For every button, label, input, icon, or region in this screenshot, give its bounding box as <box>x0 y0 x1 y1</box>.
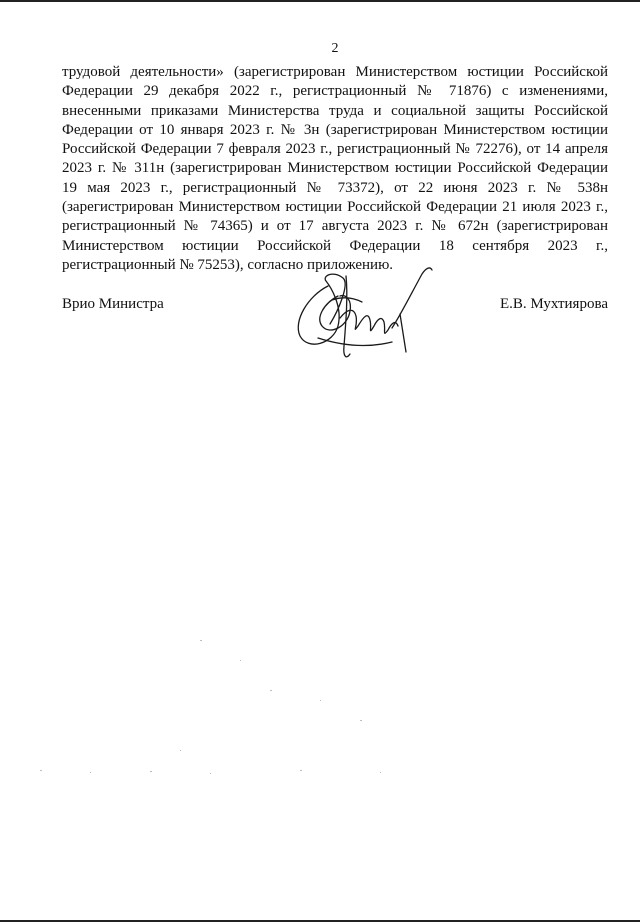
body-paragraph <box>62 63 608 275</box>
body-line: Министерством юстиции Российской Федерации 18 сентября 2023 г., <box>62 237 608 254</box>
body-line: 19 мая 2023 г., регистрационный № 73372), от 22 июня 2023 г. № 538н <box>62 179 608 196</box>
body-line: трудовой деятельности» (зарегистрирован Министерством юстиции Российской <box>62 64 608 80</box>
signer-position-title: Врио Министра <box>62 296 164 312</box>
signer-name: Е.В. Мухтиярова <box>499 296 608 312</box>
handwritten-signature <box>288 256 448 366</box>
body-line: регистрационный № 75253), согласно приложению. <box>62 256 394 273</box>
scan-top-edge <box>0 0 640 2</box>
body-line: Федерации от 10 января 2023 г. № 3н (зарегистрирован Министерством юстиции <box>62 121 608 138</box>
body-line: Российской Федерации 7 февраля 2023 г., регистрационный № 72276), от 14 апреля <box>62 141 608 158</box>
body-line: (зарегистрирован Министерством юстиции Российской Федерации 21 июля 2023 г., <box>62 199 608 216</box>
body-line: регистрационный № 74365) и от 17 августа 2023 г. № 672н (зарегистрирован <box>62 218 608 235</box>
page-number: 2 <box>331 41 339 56</box>
body-line: внесенными приказами Министерства труда и социальной защиты Российской <box>62 102 608 119</box>
body-line: 2023 г. № 311н (зарегистрирован Министерством юстиции Российской Федерации <box>62 160 608 177</box>
body-line: Федерации 29 декабря 2022 г., регистрационный № 71876) с изменениями, <box>62 83 608 100</box>
